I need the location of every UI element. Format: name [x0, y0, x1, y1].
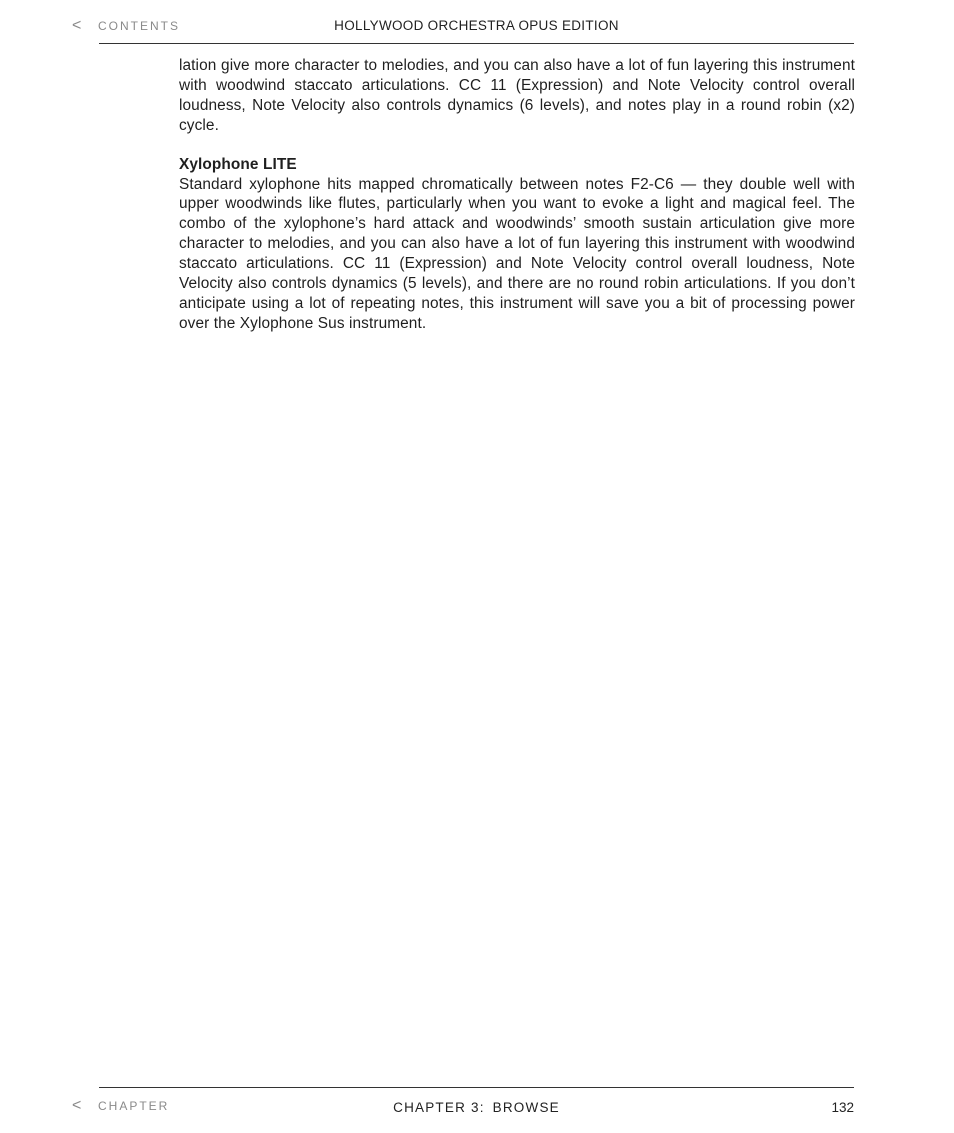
section-paragraph: Standard xylophone hits mapped chromatically between notes F2-C6 — they double well with upper woodwinds like flutes, particularly when you want to evoke a light and magical feel. The combo of the xylophone’s hard attack and woodwinds’ smooth sustain articulation give more character to melodies, and you can also have a lot of fun layering this instrument with woodwind staccato articulations. CC 11 (Expression) and Note Velocity control overall loudness, Note Velocity also controls dynamics (5 levels), and there are no round robin articulations. If you don’t anticipate using a lot of repeating notes, this instrument will save you a bit of processing power over the Xylophone Sus instrument.: [179, 175, 855, 332]
document-title: HOLLYWOOD ORCHESTRA OPUS EDITION: [334, 18, 619, 33]
footer-chapter-title: [99, 1100, 854, 1116]
page-content: [179, 56, 855, 334]
chapter-name: BROWSE: [492, 1100, 560, 1115]
page-number: 132: [831, 1100, 854, 1115]
footer-divider: [99, 1087, 854, 1088]
chapter-link-label: CHAPTER: [98, 1099, 170, 1113]
header-divider: [99, 43, 854, 44]
chevron-left-icon: <: [72, 1097, 82, 1114]
chapter-prefix: CHAPTER 3:: [393, 1100, 485, 1115]
continuation-paragraph: lation give more character to melodies, and you can also have a lot of fun layering this instrument with woodwind staccato articulations. CC 11 (Expression) and Note Velocity control overall loudness, Note Velocity also controls dynamics (6 levels), and notes play in a round robin (x2) cycle.: [179, 57, 855, 134]
section-heading: Xylophone LITE: [179, 155, 297, 173]
chevron-left-icon: <: [72, 17, 82, 34]
contents-link-label: CONTENTS: [98, 19, 180, 33]
